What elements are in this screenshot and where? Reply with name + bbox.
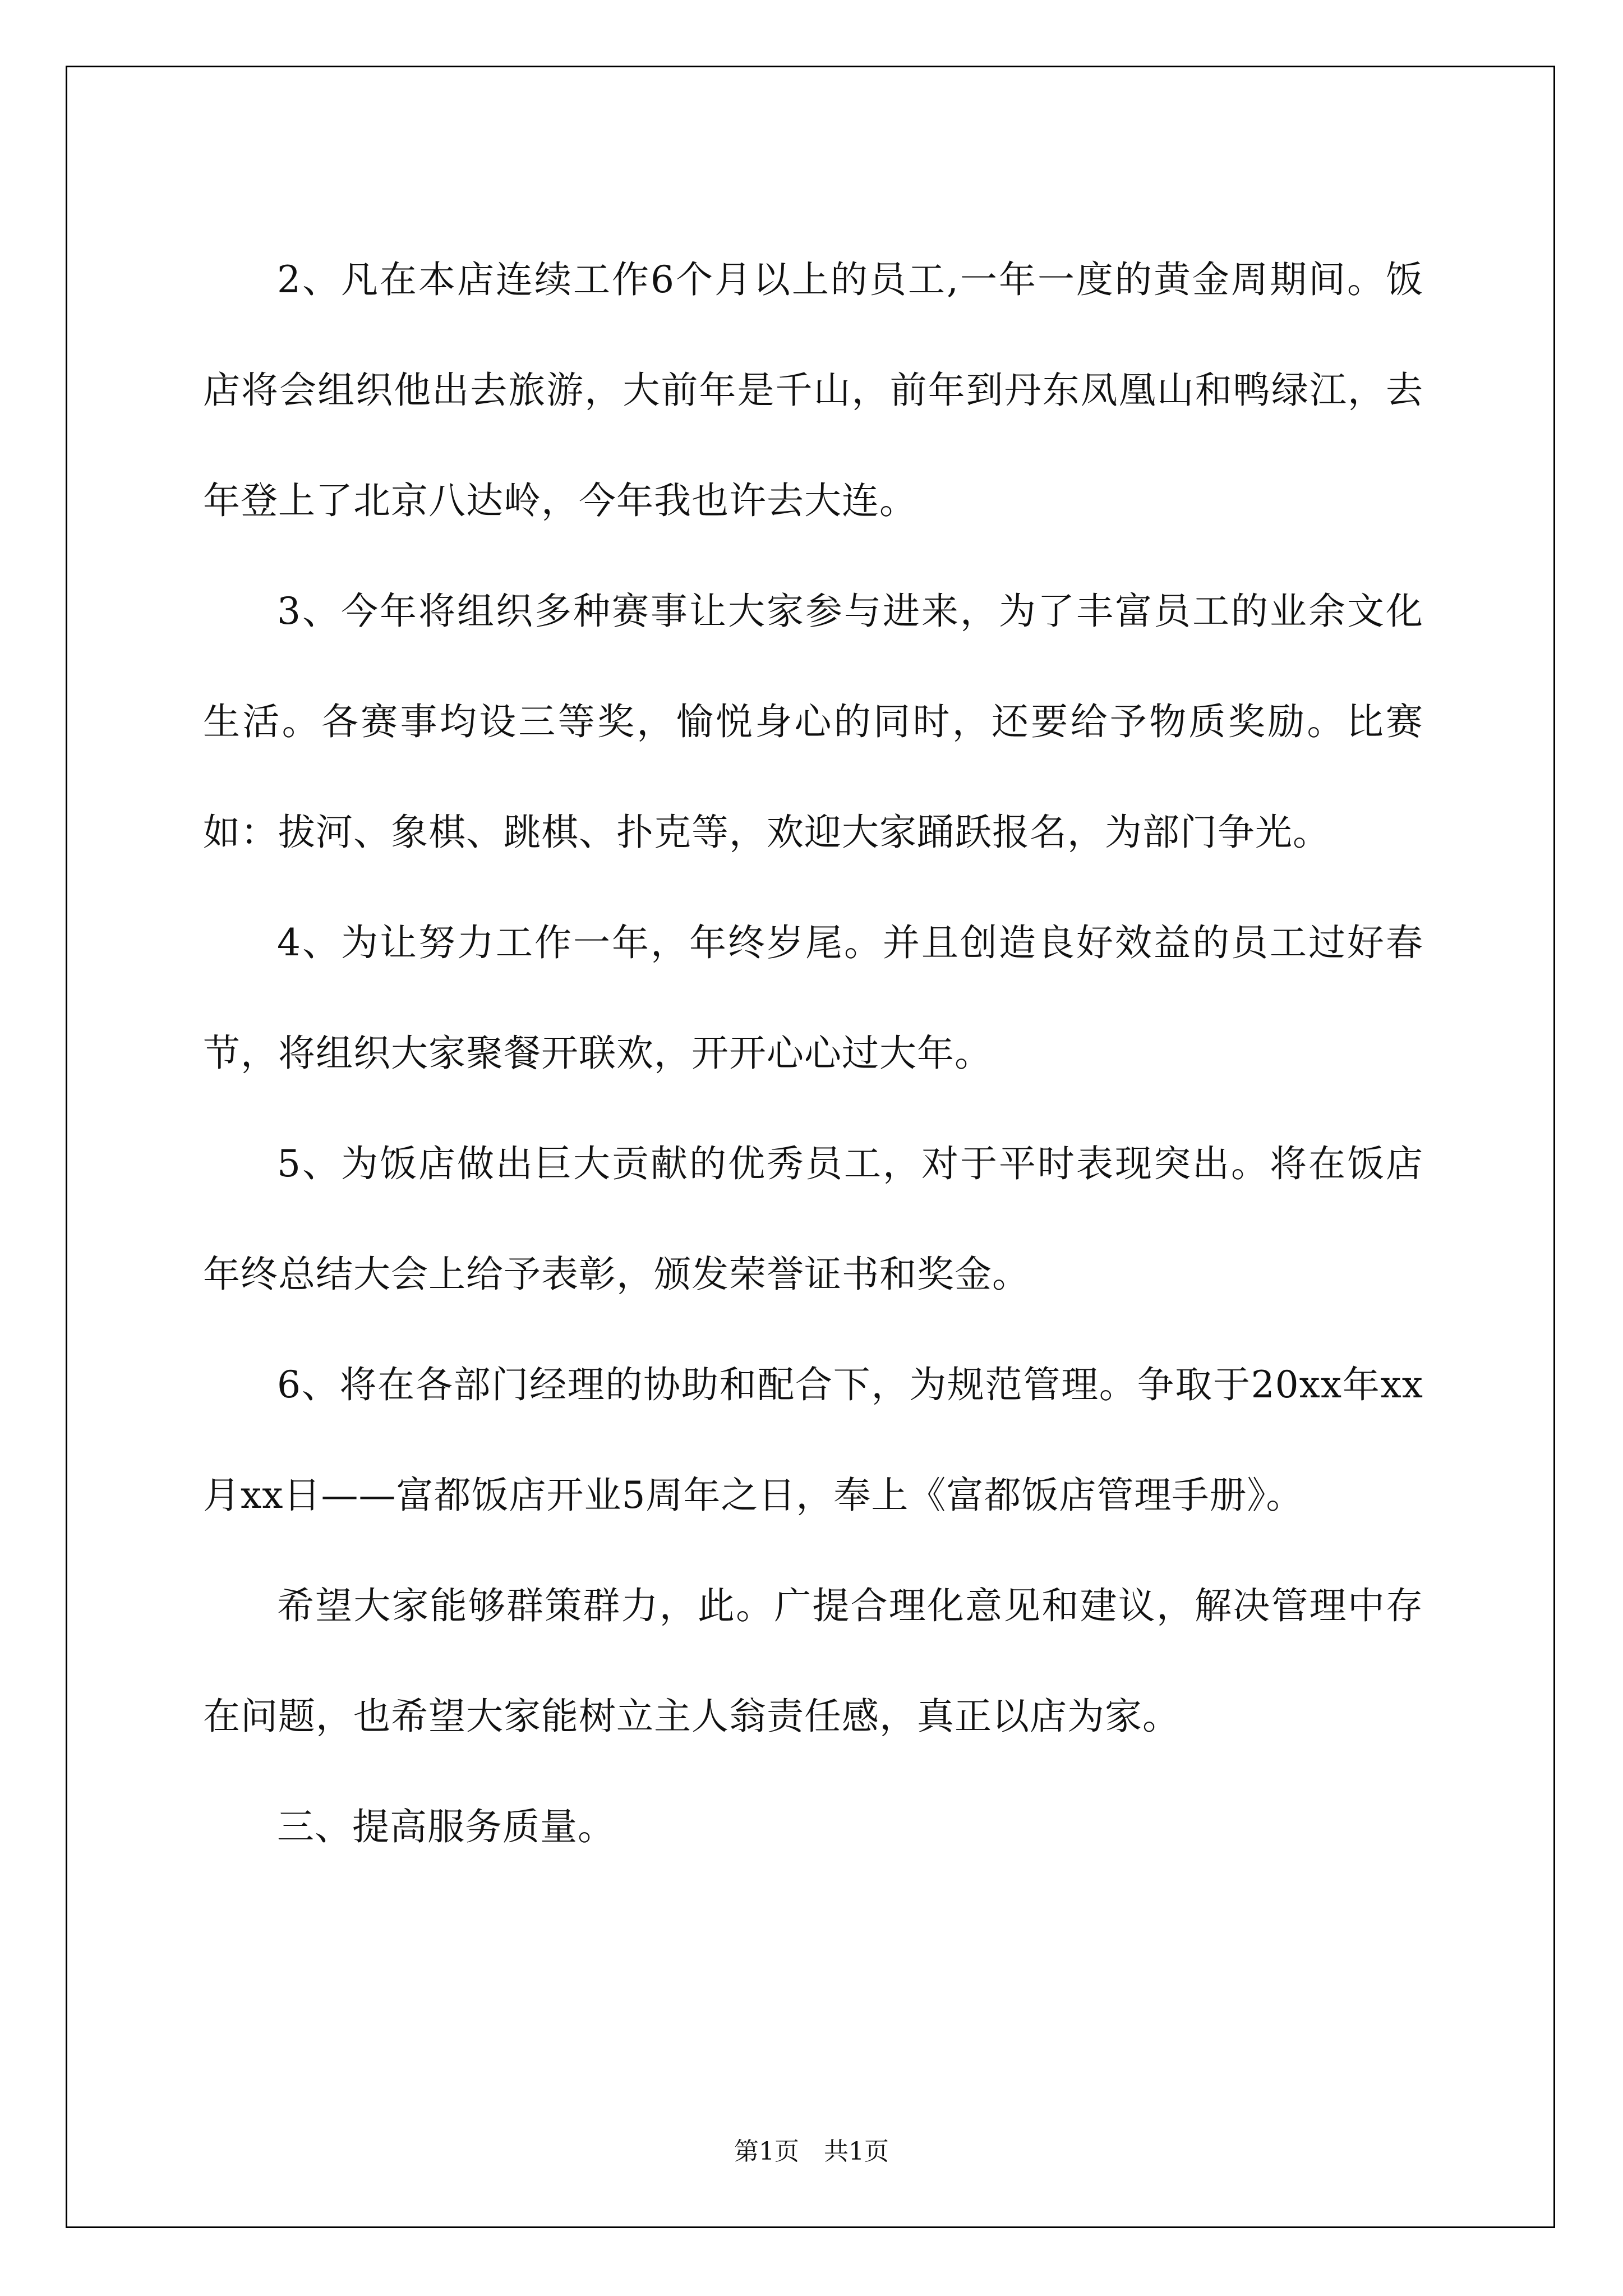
page-footer: 第1页 共1页	[734, 2137, 889, 2166]
section-heading-service-quality: 三、提高服务质量。	[277, 1805, 615, 1848]
paragraph-travel-benefit: 2、凡在本店连续工作6个月以上的员工,一年一度的黄金周期间。饭店将会组织他出去旅游，大前年是千山，前年到丹东凤凰山和鸭绿江，去年登上了北京八达岭，今年我也许去大连。	[203, 258, 1423, 522]
paragraph-suggestions: 希望大家能够群策群力，此。广提合理化意见和建议，解决管理中存在问题，也希望大家能树立主人翁责任感，真正以店为家。	[203, 1584, 1423, 1738]
paragraph-competitions: 3、今年将组织多种赛事让大家参与进来，为了丰富员工的业余文化生活。各赛事均设三等奖，愉悦身心的同时，还要给予物质奖励。比赛如：拔河、象棋、跳棋、扑克等，欢迎大家踊跃报名，为部门争光。	[203, 590, 1423, 854]
paragraph-outstanding-staff: 5、为饭店做出巨大贡献的优秀员工，对于平时表现突出。将在饭店年终总结大会上给予表彰，颁发荣誉证书和奖金。	[203, 1142, 1423, 1296]
paragraph-management-manual: 6、将在各部门经理的协助和配合下，为规范管理。争取于20xx年xx月xx日——富都饭店开业5周年之日，奉上《富都饭店管理手册》。	[203, 1363, 1423, 1517]
paragraph-spring-festival: 4、为让努力工作一年，年终岁尾。并且创造良好效益的员工过好春节，将组织大家聚餐开联欢，开开心心过大年。	[203, 921, 1423, 1075]
document-body	[203, 224, 1423, 1882]
